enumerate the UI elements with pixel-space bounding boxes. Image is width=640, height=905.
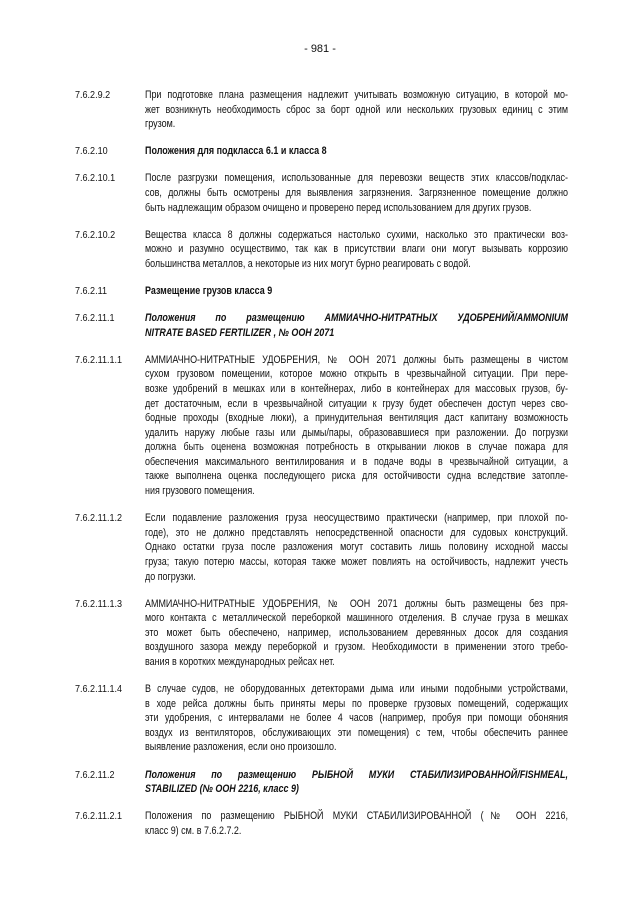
text-line: АММИАЧНО-НИТРАТНЫЕ УДОБРЕНИЯ, № ООН 2071 должны быть размещены в чистом xyxy=(145,353,568,366)
text-line: воздушного зазора между переборкой и грузом. Необходимости в применении этого требо- xyxy=(145,641,568,654)
text-line: быть надлежащим образом очищено и проверено перед использованием для других грузов. xyxy=(145,201,532,214)
text-line: вания в коротких международных рейсах нет. xyxy=(145,656,335,668)
text-line: грузом. xyxy=(145,118,176,131)
section-text xyxy=(145,682,568,755)
section-heading xyxy=(75,284,570,299)
section-paragraph xyxy=(75,597,570,670)
section-paragraph xyxy=(75,228,570,272)
text-line: выявление разложения, если оно произошло. xyxy=(145,741,337,754)
text-line: Положения по размещению АММИАЧНО-НИТРАТНЫХ УДОБРЕНИЙ/AMMONIUM xyxy=(145,312,568,325)
section-number: 7.6.2.10.1 xyxy=(75,172,116,185)
section-number: 7.6.2.9.2 xyxy=(75,89,111,101)
text-line: Однако остатки груза после разложения могут составить лишь половину исходной массы xyxy=(145,541,568,554)
section-text xyxy=(145,311,568,340)
text-line: сухом грузовом помещении, которое можно открыть в чрезвычайной ситуации. При пере- xyxy=(145,368,568,381)
text-line: эти удобрения, с интервалами не более 4 часов (например, пробуя при помощи обоняния xyxy=(145,712,568,725)
text-line: STABILIZED (№ ООН 2216, класс 9) xyxy=(145,783,299,796)
text-line: можно и разумно осуществимо, так как в присутствии влаги они могут вызывать коррозию xyxy=(145,243,568,256)
section-paragraph xyxy=(75,809,570,838)
section-paragraph xyxy=(75,511,570,584)
text-line: Положения по размещению РЫБНОЙ МУКИ СТАБИЛИЗИРОВАННОЙ (№ ООН 2216, xyxy=(145,810,568,823)
page-number: - 981 - xyxy=(304,43,336,55)
text-line: ния грузового помещения. xyxy=(145,485,255,498)
section-number: 7.6.2.10.2 xyxy=(75,228,116,241)
text-line: в ходе рейса должны быть приняты меры по проверке грузовых помещений, содержащих xyxy=(145,697,568,710)
section-text xyxy=(145,353,568,499)
section-number: 7.6.2.11.1.4 xyxy=(75,683,123,696)
text-line: NITRATE BASED FERTILIZER , № ООН 2071 xyxy=(145,326,335,339)
text-line: жет возникнуть необходимость сброс за борт одной или нескольких грузовых единиц с этим xyxy=(145,103,568,116)
section-number: 7.6.2.11.1.3 xyxy=(75,597,123,610)
section-text xyxy=(145,809,568,838)
section-text xyxy=(145,768,568,797)
text-line: возке удобрений в мешках или в контейнерах, либо в контейнерах для массовых грузов, бу- xyxy=(145,382,568,395)
text-line: Если подавление разложения груза неосуществимо практически (например, при плохой по- xyxy=(145,512,568,525)
section-text xyxy=(145,284,568,299)
text-line: сов, должны быть осмотрены для выявления загрязнения. Загрязненное помещение должно xyxy=(145,186,568,199)
text-line: удалить наружу любые газы или дымы/пары, образовавшиеся при разложении. До погрузки xyxy=(145,426,568,439)
section-number: 7.6.2.10 xyxy=(75,145,108,158)
section-number: 7.6.2.11.1.2 xyxy=(75,512,123,525)
section-number: 7.6.2.11.2.1 xyxy=(75,810,123,823)
section-paragraph xyxy=(75,171,570,215)
section-text xyxy=(145,511,568,584)
section-heading xyxy=(75,311,570,340)
section-number: 7.6.2.11.2 xyxy=(75,768,115,781)
text-line: Положения для подкласса 6.1 и класса 8 xyxy=(145,145,327,158)
text-line: АММИАЧНО-НИТРАТНЫЕ УДОБРЕНИЯ, № ООН 2071 должны быть размещены без пря- xyxy=(145,597,568,610)
text-line: Размещение грузов класса 9 xyxy=(145,284,273,297)
text-line: Вещества класса 8 должны содержаться настолько сухими, насколько это практически воз- xyxy=(145,228,568,241)
text-line: После разгрузки помещения, использованные для перевозки веществ этих классов/подклас- xyxy=(145,172,568,185)
section-text xyxy=(145,597,568,670)
section-heading xyxy=(75,144,570,159)
section-paragraph xyxy=(75,353,570,499)
text-line: воздух из вентиляторов, обслуживающих эти помещения) с тем, чтобы обеспечить раннее xyxy=(145,726,568,739)
section-number: 7.6.2.11.1 xyxy=(75,312,115,325)
text-line: годе), это не должно представлять непосредственной опасности для судовых конструкций. xyxy=(145,526,568,539)
section-text xyxy=(145,228,568,272)
text-line: Положения по размещению РЫБНОЙ МУКИ СТАБИЛИЗИРОВАННОЙ/FISHMEAL, xyxy=(145,768,568,781)
text-line: до погрузки. xyxy=(145,570,196,583)
text-line: класс 9) см. в 7.6.2.7.2. xyxy=(145,824,242,837)
text-line: мого контакта с металлической переборкой машинного отделения. В случае груза в мешках xyxy=(145,612,568,625)
text-line: должна быть оценена возможная потребность в открывании люков в случае пожара для xyxy=(145,441,568,454)
text-line: большинства металлов, а некоторые из них могут бурно реагировать с водой. xyxy=(145,257,471,270)
section-paragraph xyxy=(75,682,570,755)
text-line: бодные проходы (входные люки), а принудительная вентиляция даст капитану возможность xyxy=(145,412,568,425)
text-line: это может быть обеспечено, например, использованием деревянных досок для создания xyxy=(145,626,568,639)
text-line: В случае судов, не оборудованных детекторами дыма или иными подобными устройствами, xyxy=(145,683,568,696)
text-line: При подготовке плана размещения надлежит учитывать возможную ситуацию, в которой мо- xyxy=(145,89,568,101)
text-line: дет достаточным, если в чрезвычайной ситуации к грузу будет обеспечен доступ через сво- xyxy=(145,397,568,410)
section-paragraph xyxy=(75,88,570,132)
section-text xyxy=(145,171,568,215)
section-number: 7.6.2.11 xyxy=(75,284,107,297)
document-body xyxy=(75,88,570,851)
text-line: груза; такую потерю массы, которая также может повлиять на остойчивость, надлежит учесть xyxy=(145,555,568,568)
section-number: 7.6.2.11.1.1 xyxy=(75,353,123,366)
section-heading xyxy=(75,768,570,797)
text-line: также выполнена оценка последующего риска для остойчивости судна вследствие затопле- xyxy=(145,470,568,483)
section-text xyxy=(145,88,568,132)
section-text xyxy=(145,144,568,159)
text-line: обеспечения максимального вентилирования и в подаче воды в чрезвычайной ситуации, а xyxy=(145,455,568,468)
